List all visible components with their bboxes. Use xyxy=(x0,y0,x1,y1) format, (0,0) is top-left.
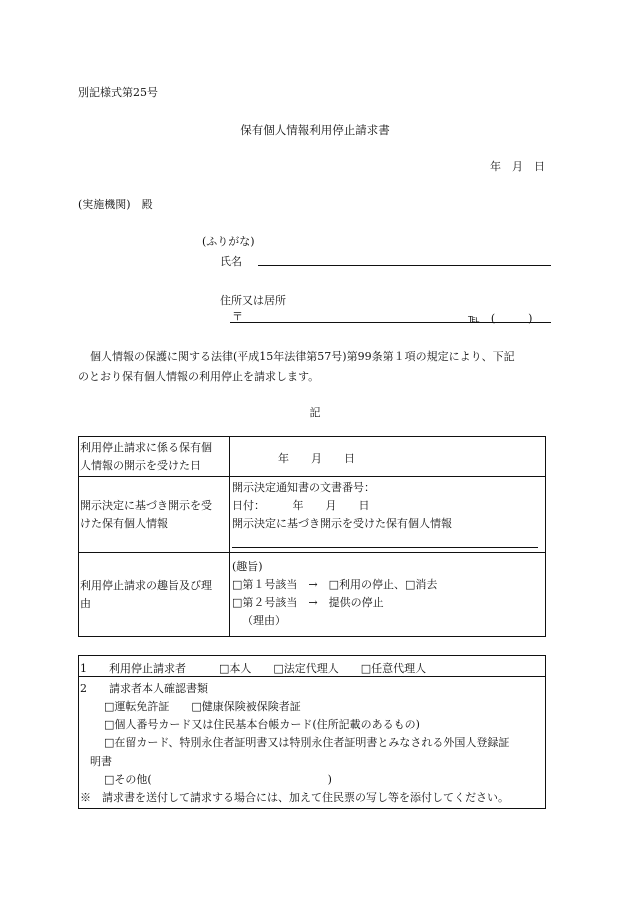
disclosure-date-field[interactable]: 年 月 日 xyxy=(278,452,355,465)
identity-documents-list: 2 請求者本人確認書類 □運転免許証 □健康保険被保険者証 □個人番号カード又は住民基本台帳カード(住所記載のあるもの) □在留カード、特別永住者証明書又は特別永住者証明書とみなされる外国人登録証 明書 □その他( ) ※ 請求書を送付して請求する場合には、加えて住民票の写し等を添付してください。 xyxy=(80,680,509,807)
table-row-divider xyxy=(78,676,546,677)
name-label: 氏名 xyxy=(220,255,242,268)
table-row-divider xyxy=(78,552,546,553)
form-number: 別記様式第25号 xyxy=(78,86,158,99)
disclosure-info-field[interactable]: 開示決定通知書の文書番号： 日付： 年 月 日 開示決定に基づき開示を受けた保有個人情報 xyxy=(232,481,452,531)
purpose-reason-field[interactable]: (趣旨) □第１号該当 → □利用の停止、□消去 □第２号該当 → 提供の停止 （理由） xyxy=(232,560,438,628)
body-text-line2: のとおり保有個人情報の利用停止を請求します。 xyxy=(78,370,320,383)
ki-heading: 記 xyxy=(309,406,321,419)
addressee: (実施機関) 殿 xyxy=(78,198,153,211)
page-title: 保有個人情報利用停止請求書 xyxy=(240,123,390,137)
table-row-label: 開示決定に基づき開示を受 けた保有個人情報 xyxy=(80,499,212,531)
requester-type-row[interactable]: 1 利用停止請求者 □本人 □法定代理人 □任意代理人 xyxy=(80,662,427,675)
checkbox-mynumber-card[interactable]: □個人番号カード又は住民基本台帳カード(住所記載のあるもの) xyxy=(104,718,420,732)
postal-mark: 〒 xyxy=(232,310,243,323)
address-label: 住所又は居所 xyxy=(220,294,286,307)
table-row-divider xyxy=(78,476,546,477)
address-field[interactable] xyxy=(230,322,551,323)
furigana-label: (ふりがな) xyxy=(202,235,255,248)
table-row-label: 利用停止請求の趣旨及び理 由 xyxy=(80,579,212,611)
body-text-line1: 個人情報の保護に関する法律(平成15年法律第57号)第99条第１項の規定により、下記 xyxy=(90,350,515,363)
name-field[interactable] xyxy=(258,265,551,266)
checkbox-license-insurance[interactable]: □運転免許証 □健康保険被保険者証 xyxy=(104,700,301,714)
checkbox-other[interactable]: □その他( ) xyxy=(104,772,332,786)
disclosed-info-underline xyxy=(232,547,538,548)
table-divider xyxy=(229,436,230,637)
table-row-label: 利用停止請求に係る保有個 人情報の開示を受けた日 xyxy=(80,441,212,473)
note-text: ※ 請求書を送付して請求する場合には、加えて住民票の写し等を添付してください。 xyxy=(80,790,509,804)
tel-label: ℡ ( ) xyxy=(468,312,533,325)
date-line: 年 月 日 xyxy=(490,160,545,173)
checkbox-residence-card[interactable]: □在留カード、特別永住者証明書又は特別永住者証明書とみなされる外国人登録証 xyxy=(104,736,510,750)
